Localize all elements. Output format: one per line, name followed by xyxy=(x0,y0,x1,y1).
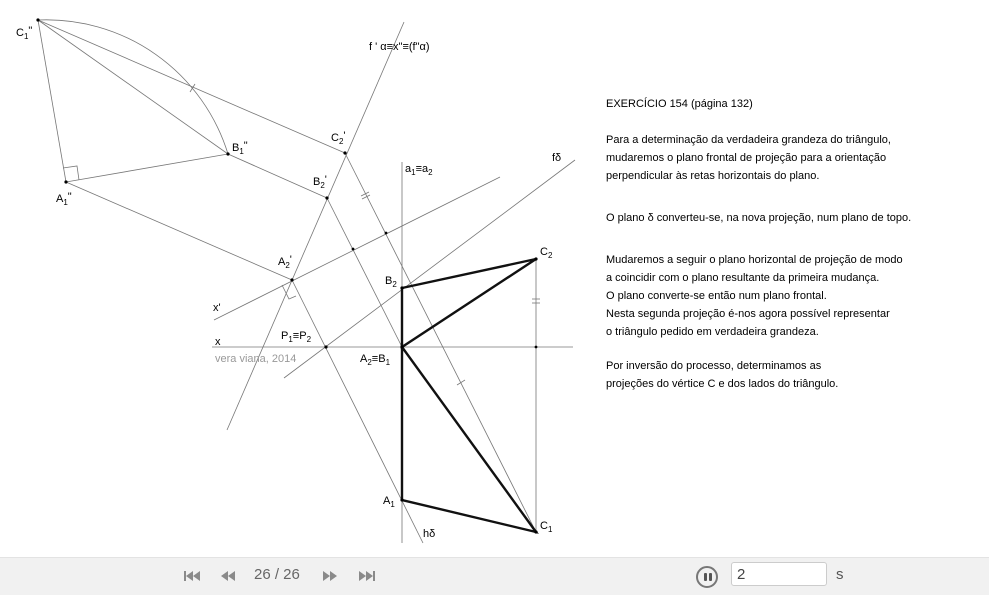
tick-mark xyxy=(457,380,465,385)
point-b2p xyxy=(325,196,328,199)
paragraph-4: Por inversão do processo, determinamos as projeções do vértice C e dos lados do triângulo. xyxy=(606,360,839,390)
last-page-icon[interactable] xyxy=(358,568,376,584)
label-a1-dd: $A_1$" xyxy=(56,191,72,207)
label-b1-dd: $B_1$" xyxy=(232,140,248,156)
label-h-delta: hδ xyxy=(423,528,436,540)
label-a1-a2: $a_1\equiv a_2$ xyxy=(405,163,433,177)
tick-mark xyxy=(362,195,370,199)
label-a2p: $A_2'$ xyxy=(278,254,292,270)
point-a1-dd xyxy=(64,180,67,183)
exercise-title: EXERCÍCIO 154 (página 132) xyxy=(606,98,753,110)
label-f-alpha: f ' α≡x"≡(f"α) xyxy=(369,41,430,53)
point-intersection xyxy=(352,248,355,251)
line-a1-b1 xyxy=(66,154,228,182)
first-page-icon[interactable] xyxy=(183,568,201,584)
point-intersection xyxy=(385,232,388,235)
label-c2p: $C_2'$ xyxy=(331,130,346,146)
point-p1p2 xyxy=(324,345,327,348)
triangle-horizontal-projection xyxy=(402,347,536,532)
line-a1-a2p xyxy=(66,182,292,280)
point-intersection xyxy=(535,346,538,349)
line-c1-b1 xyxy=(38,20,228,154)
point-c1-dd xyxy=(36,18,39,21)
paragraph-1: Para a determinação da verdadeira grandeza do triângulo, mudaremos o plano frontal de projeção para a orientação perpendicular às retas horizontais do plano. xyxy=(606,134,891,182)
triangle-frontal-projection xyxy=(402,259,536,347)
page-counter: 26 / 26 xyxy=(254,566,300,583)
label-p1-p2: $P_1\equiv P_2$ xyxy=(281,330,312,344)
next-icon[interactable] xyxy=(321,568,339,584)
point-c1 xyxy=(534,530,537,533)
label-a1: $A_1$ xyxy=(383,495,395,509)
line-c1-c2p xyxy=(38,20,345,153)
point-a1 xyxy=(400,498,403,501)
label-f-delta: fδ xyxy=(552,152,562,164)
label-a2-b1: $A_2\equiv B_1$ xyxy=(360,353,391,367)
point-a2p xyxy=(290,278,293,281)
author-credit: vera viana, 2014 xyxy=(215,353,297,365)
label-b2p: $B_2'$ xyxy=(313,174,327,190)
trace-h-delta xyxy=(292,280,423,543)
paragraph-3: Mudaremos a seguir o plano horizontal de projeção de modo a coincidir com o plano resultante da primeira mudança. O plano converte-se então num plano frontal. Nesta segunda projeção é-nos agora possível representar o triângulo pedido em verdadeira grandeza. xyxy=(606,254,903,338)
point-b1-dd xyxy=(226,152,229,155)
point-b2 xyxy=(400,286,403,289)
trace-f-delta xyxy=(284,160,575,378)
line-c1-a1 xyxy=(38,20,66,182)
pause-icon xyxy=(704,573,707,581)
explanation-panel xyxy=(606,95,986,417)
label-x: x xyxy=(215,336,221,348)
label-b2: $B_2$ xyxy=(385,275,397,289)
label-c2: $C_2$ xyxy=(540,246,553,260)
paragraph-2: O plano δ converteu-se, na nova projeção, num plano de topo. xyxy=(606,212,912,224)
label-c1: $C_1$ xyxy=(540,520,553,534)
axis-x-double-prime-line xyxy=(227,22,404,430)
line-c2p-c1 xyxy=(345,153,536,532)
previous-icon[interactable] xyxy=(219,568,237,584)
speed-unit-label: s xyxy=(836,566,844,583)
label-x-prime: x' xyxy=(213,302,221,314)
point-c2p xyxy=(343,151,346,154)
label-c1-dd: $C_1$" xyxy=(16,25,33,41)
point-a2b1 xyxy=(400,345,403,348)
speed-input[interactable] xyxy=(731,562,827,586)
point-c2 xyxy=(534,257,537,260)
pause-button[interactable] xyxy=(696,566,718,588)
line-b2p-b1 xyxy=(327,198,402,347)
